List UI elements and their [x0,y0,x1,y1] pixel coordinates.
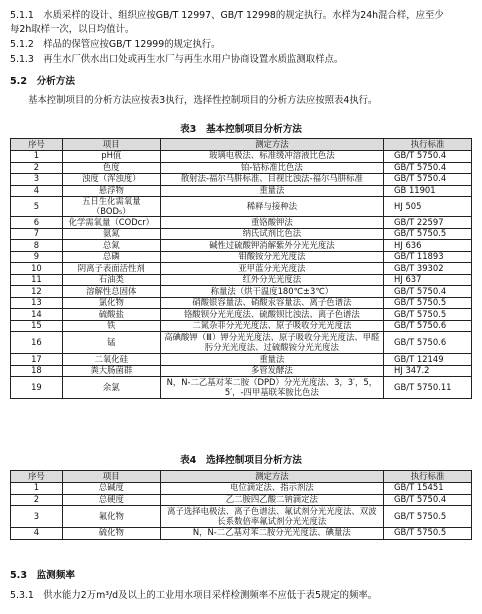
table3-cell: 称量法（烘干温度180℃±3℃） [160,286,383,298]
table3-row [11,162,472,174]
table4-cell: 电位滴定法、指示剂法 [160,483,383,495]
table3-row [11,251,472,263]
table3-cell: HJ 637 [384,274,472,286]
table4-cell: 氟化物 [62,506,160,528]
table3-cell: GB/T 39302 [384,263,472,275]
table3-cell: 纳氏试剂比色法 [160,228,383,240]
table4-cell: GB/T 5750.5 [384,528,472,540]
table3-header-cell: 项目 [62,139,160,151]
table3-cell: 总氮 [62,240,160,252]
table3-cell: 12 [11,286,63,298]
table3-cell: GB/T 11893 [384,251,472,263]
table3-cell: 五日生化需氧量（BOD₅） [62,197,160,217]
table4-cell: GB/T 15451 [384,483,472,495]
table4 [10,470,472,540]
table3-cell: GB/T 5750.5 [384,309,472,321]
table4-header-cell: 项目 [62,471,160,483]
table3-cell: 多管发酵法 [160,365,383,377]
table4-cell: 1 [11,483,63,495]
table4-cell: 3 [11,506,63,528]
table3-cell: GB/T 5750.4 [384,174,472,186]
table3-cell: 19 [11,377,63,399]
table3-cell: 石油类 [62,274,160,286]
clause-5-1-2: 5.1.2 样品的保管应按GB/T 12999的规定执行。 [10,39,221,50]
section-heading-5-2: 5.2 分析方法 [10,76,75,87]
clause-5-3-1: 5.3.1 供水能力2万m³/d及以上的工业用水项目采样检测频率不应低于表5规定的频率。 [10,590,378,601]
table3 [10,138,472,399]
table3-cell: 10 [11,263,63,275]
table3-cell: GB/T 22597 [384,217,472,229]
table4-header-row [11,471,472,483]
table3-cell: 2 [11,162,63,174]
table3-cell: N，N-二乙基对苯二胺（DPD）分光光度法、3，3′，5，5′，-四甲基联苯胺比色法 [160,377,383,399]
table3-header-cell: 执行标准 [384,139,472,151]
table3-cell: 红外分光光度法 [160,274,383,286]
table3-cell: GB/T 5750.5 [384,228,472,240]
table3-cell: 二氧化硅 [62,354,160,366]
table4-cell: 总硬度 [62,494,160,506]
table3-cell: 阴离子表面活性剂 [62,263,160,275]
table3-body [11,151,472,399]
table3-cell: 13 [11,297,63,309]
table3-row [11,365,472,377]
table3-cell: 稀释与接种法 [160,197,383,217]
table3-cell: 散射法-福尔马肼标准、目视比浊法-福尔马肼标准 [160,174,383,186]
table3-cell: GB/T 12149 [384,354,472,366]
table3-row [11,377,472,399]
table3-cell: HJ 636 [384,240,472,252]
table3-cell: 氨氮 [62,228,160,240]
table3-caption: 表3 基本控制项目分析方法 [180,124,302,135]
table3-cell: 14 [11,309,63,321]
table3-cell: GB/T 5750.4 [384,286,472,298]
clause-5-2-text: 基本控制项目的分析方法应按表3执行，选择性控制项目的分析方法应按照表4执行。 [28,95,378,106]
table3-cell: GB/T 5750.5 [384,297,472,309]
table3-row [11,286,472,298]
table4-cell: GB/T 5750.4 [384,494,472,506]
table4-cell: N，N-二乙基对苯二胺分光光度法、碘量法 [160,528,383,540]
table3-cell: 锰 [62,332,160,354]
table3-cell: 高碘酸钾（Ⅲ）钾分光光度法、原子吸收分光光度法、甲醛肟分光光度法、过硫酸铵分光光度法 [160,332,383,354]
table3-row [11,332,472,354]
table3-cell: 玻璃电极法、标准缓冲溶液比色法 [160,151,383,163]
table3-row [11,228,472,240]
table3-row [11,297,472,309]
table3-row [11,151,472,163]
table3-cell: 1 [11,151,63,163]
section-heading-5-3: 5.3 监测频率 [10,570,75,581]
table3-row [11,309,472,321]
clause-5-1-1-line-1: 5.1.1 水质采样的设计、组织应按GB/T 12997、GB/T 12998的规定执行。水样为24h混合样，应至少 [10,10,444,21]
clause-5-1-3: 5.1.3 再生水厂供水出口处或再生水厂与再生水用户协商设置水质监测取样点。 [10,54,344,65]
clause-5-1-1-line-2: 每2h取样一次，以日均值计。 [10,24,135,35]
table3-cell: 铁 [62,320,160,332]
table3-cell: GB/T 5750.11 [384,377,472,399]
table4-row [11,483,472,495]
table3-cell: 钼酸铵分光光度法 [160,251,383,263]
table3-cell: 15 [11,320,63,332]
table4-row [11,528,472,540]
table3-cell: 氯化物 [62,297,160,309]
table3-header-cell: 测定方法 [160,139,383,151]
table4-caption: 表4 选择控制项目分析方法 [180,455,302,466]
table3-cell: GB/T 5750.6 [384,332,472,354]
table4-header-cell: 测定方法 [160,471,383,483]
table3-cell: 亚甲蓝分光光度法 [160,263,383,275]
table3-row [11,240,472,252]
table4-header-cell: 执行标准 [384,471,472,483]
table3-cell: 硫酸盐 [62,309,160,321]
table4-cell: 2 [11,494,63,506]
table3-cell: 3 [11,174,63,186]
table4-header-cell: 序号 [11,471,63,483]
table3-cell: 粪大肠菌群 [62,365,160,377]
table3-cell: 17 [11,354,63,366]
table3-cell: 重量法 [160,185,383,197]
table3-cell: 9 [11,251,63,263]
table3-cell: HJ 505 [384,197,472,217]
table4-cell: 乙二胺四乙酸二钠滴定法 [160,494,383,506]
table4-cell: 硫化物 [62,528,160,540]
table3-cell: 铬酸钡分光光度法、硫酸钡比浊法、离子色谱法 [160,309,383,321]
table3-cell: 悬浮物 [62,185,160,197]
table3-cell: 5 [11,197,63,217]
table3-row [11,185,472,197]
table4-row [11,506,472,528]
table3-cell: 溶解性总固体 [62,286,160,298]
table3-cell: 16 [11,332,63,354]
table3-cell: 6 [11,217,63,229]
table4-row [11,494,472,506]
table3-row [11,263,472,275]
table3-cell: HJ 347.2 [384,365,472,377]
table3-cell: GB/T 5750.4 [384,151,472,163]
table3-cell: 重铬酸钾法 [160,217,383,229]
table3-row [11,274,472,286]
table3-cell: 4 [11,185,63,197]
table3-row [11,174,472,186]
table3-cell: 硝酸银容量法、硝酸汞容量法、离子色谱法 [160,297,383,309]
table4-cell: 总碱度 [62,483,160,495]
table4-cell: GB/T 5750.5 [384,506,472,528]
table3-cell: 二氮杂菲分光光度法、原子吸收分光光度法 [160,320,383,332]
table4-cell: 离子选择电极法、离子色谱法、氟试剂分光光度法、双波长系数倍率氟试剂分光光度法 [160,506,383,528]
table4-cell: 4 [11,528,63,540]
table3-cell: 7 [11,228,63,240]
table3-cell: GB/T 5750.6 [384,320,472,332]
table3-cell: 18 [11,365,63,377]
table3-cell: 色度 [62,162,160,174]
table3-cell: 总磷 [62,251,160,263]
table3-row [11,197,472,217]
table3-cell: 8 [11,240,63,252]
table3-cell: pH值 [62,151,160,163]
table3-cell: 化学需氧量（CODcr） [62,217,160,229]
table3-row [11,320,472,332]
table3-header-cell: 序号 [11,139,63,151]
table3-cell: 11 [11,274,63,286]
table4-body [11,483,472,540]
table3-cell: 碱性过硫酸钾消解紫外分光光度法 [160,240,383,252]
table3-cell: GB 11901 [384,185,472,197]
table3-row [11,217,472,229]
table3-cell: 铂-钴标准比色法 [160,162,383,174]
table3-cell: GB/T 5750.4 [384,162,472,174]
table3-row [11,354,472,366]
table3-cell: 重量法 [160,354,383,366]
table3-cell: 浊度（浑浊度） [62,174,160,186]
table3-cell: 余氯 [62,377,160,399]
table3-header-row [11,139,472,151]
